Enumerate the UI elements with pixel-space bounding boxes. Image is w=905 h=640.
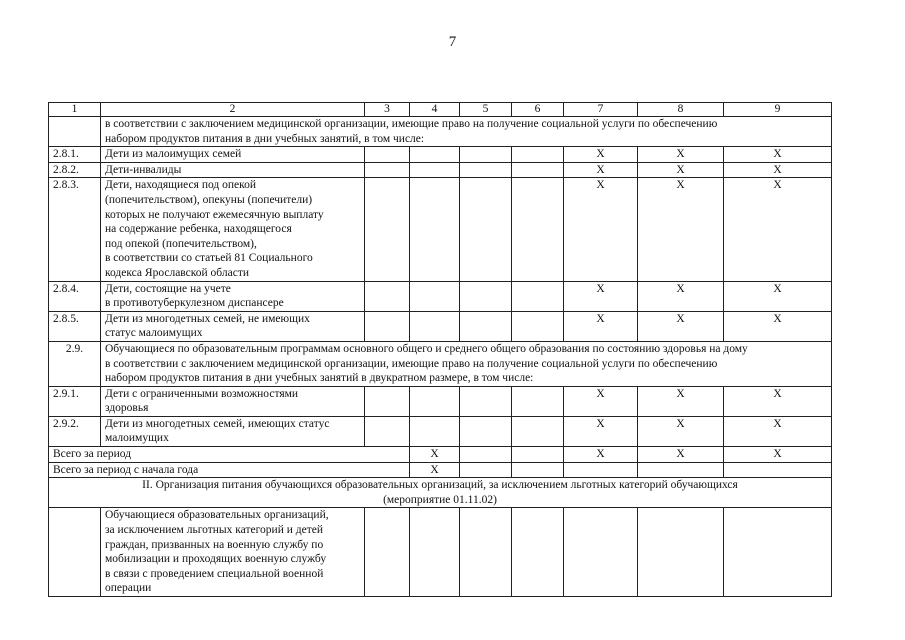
cell-col6 — [512, 462, 564, 478]
row-number-cell — [49, 508, 101, 597]
text-line: (попечительством), опекуны (попечители) — [105, 193, 313, 206]
text-line: Дети-инвалиды — [105, 163, 182, 176]
row-number: 2.8.1. — [49, 147, 101, 163]
cell-col5 — [460, 508, 512, 597]
cell-col6 — [512, 147, 564, 163]
header-cell-3: 3 — [365, 103, 410, 117]
cell-col4 — [410, 178, 460, 281]
text-line: статус малоимущих — [105, 327, 203, 340]
header-cell-1: 1 — [49, 103, 101, 117]
cell-col6 — [512, 447, 564, 463]
text-line: которых не получают ежемесячную выплату — [105, 208, 324, 221]
text-line: Дети с ограниченными возможностями — [105, 387, 299, 400]
table-row — [49, 341, 832, 386]
cell-col4 — [410, 386, 460, 416]
cell-col6 — [512, 386, 564, 416]
text-line: в соответствии со статьей 81 Социального — [105, 252, 313, 265]
table-row — [49, 178, 832, 281]
row-description — [101, 162, 365, 178]
total-period-row — [49, 447, 832, 463]
row-description — [101, 508, 365, 597]
cell-col4 — [410, 281, 460, 311]
cell-col5 — [460, 178, 512, 281]
section-title — [49, 478, 832, 508]
cell-col5 — [460, 162, 512, 178]
header-cell-9: 9 — [724, 103, 832, 117]
cell-col3 — [365, 311, 410, 341]
text-line: набором продуктов питания в дни учебных занятий в двукратном размере, в том числе: — [105, 372, 534, 385]
cell-col4 — [410, 416, 460, 446]
text-line: в противотуберкулезном диспансере — [105, 297, 284, 310]
cell-col7 — [564, 462, 638, 478]
row-number-cell — [49, 117, 101, 147]
total-period-label: Всего за период — [49, 447, 410, 463]
cell-col7: X — [564, 162, 638, 178]
header-cell-5: 5 — [460, 103, 512, 117]
cell-col8: X — [638, 447, 724, 463]
row-number: 2.8.3. — [49, 178, 101, 281]
cell-col8: X — [638, 162, 724, 178]
text-line: малоимущих — [105, 432, 169, 445]
row-description — [101, 341, 832, 386]
cell-col9: X — [724, 416, 832, 446]
total-year-row — [49, 462, 832, 478]
cell-col5 — [460, 147, 512, 163]
row-description — [101, 117, 832, 147]
text-line: под опекой (попечительством), — [105, 237, 257, 250]
cell-col8: X — [638, 311, 724, 341]
text-line: здоровья — [105, 402, 149, 415]
text-line: операции — [105, 582, 152, 595]
text-line: Дети, состоящие на учете — [105, 282, 231, 295]
header-cell-6: 6 — [512, 103, 564, 117]
text-line: в связи с проведением специальной военной — [105, 567, 324, 580]
header-cell-4: 4 — [410, 103, 460, 117]
cell-col3 — [365, 178, 410, 281]
cell-col3 — [365, 386, 410, 416]
cell-col5 — [460, 416, 512, 446]
cell-col6 — [512, 416, 564, 446]
cell-col6 — [512, 311, 564, 341]
cell-col3 — [365, 147, 410, 163]
cell-col7: X — [564, 147, 638, 163]
text-line: граждан, призванных на военную службу по — [105, 538, 324, 551]
section-title-line: (мероприятие 01.11.02) — [383, 493, 497, 506]
cell-col6 — [512, 281, 564, 311]
text-line: Дети из многодетных семей, не имеющих — [105, 312, 310, 325]
cell-col5 — [460, 447, 512, 463]
cell-col9: X — [724, 311, 832, 341]
cell-col9: X — [724, 147, 832, 163]
cell-col8: X — [638, 281, 724, 311]
cell-col4 — [410, 162, 460, 178]
cell-col7: X — [564, 281, 638, 311]
table-row — [49, 281, 832, 311]
table-row — [49, 311, 832, 341]
row-description — [101, 147, 365, 163]
cell-col8 — [638, 508, 724, 597]
cell-col9 — [724, 462, 832, 478]
cell-col3 — [365, 508, 410, 597]
text-line: набором продуктов питания в дни учебных занятий, в том числе: — [105, 132, 425, 145]
text-line: в соответствии с заключением медицинской организации, имеющие право на получение социальной услуги по обеспечению — [105, 118, 718, 130]
cell-col3 — [365, 281, 410, 311]
total-year-label: Всего за период с начала года — [49, 462, 410, 478]
text-line: мобилизации и проходящих военную службу — [105, 553, 327, 566]
cell-col3 — [365, 416, 410, 446]
report-table — [48, 102, 832, 597]
cell-col3 — [365, 162, 410, 178]
cell-col9 — [724, 508, 832, 597]
cell-col8 — [638, 462, 724, 478]
section-title-line: II. Организация питания обучающихся образовательных организаций, за исключением льготных категорий обучающихся — [142, 479, 738, 492]
cell-col9: X — [724, 162, 832, 178]
cell-col5 — [460, 386, 512, 416]
table-row — [49, 162, 832, 178]
text-line: на содержание ребенка, находящегося — [105, 223, 292, 236]
table-row — [49, 386, 832, 416]
table-row — [49, 147, 832, 163]
row-number: 2.8.5. — [49, 311, 101, 341]
cell-col7: X — [564, 311, 638, 341]
cell-col7: X — [564, 178, 638, 281]
text-line: кодекса Ярославской области — [105, 266, 249, 279]
cell-col4 — [410, 147, 460, 163]
cell-col7: X — [564, 416, 638, 446]
cell-col6 — [512, 178, 564, 281]
text-line: Обучающиеся образовательных организаций, — [105, 509, 329, 522]
cell-col5 — [460, 281, 512, 311]
row-number: 2.9.1. — [49, 386, 101, 416]
cell-col9: X — [724, 386, 832, 416]
text-line: Дети из многодетных семей, имеющих статус — [105, 417, 330, 430]
cell-col9: X — [724, 281, 832, 311]
section-heading-row — [49, 478, 832, 508]
text-line: Дети, находящиеся под опекой — [105, 179, 257, 192]
cell-col6 — [512, 508, 564, 597]
header-cell-7: 7 — [564, 103, 638, 117]
cell-col4 — [410, 311, 460, 341]
cell-col4 — [410, 508, 460, 597]
table-row — [49, 508, 832, 597]
cell-col8: X — [638, 416, 724, 446]
row-description — [101, 416, 365, 446]
table-row — [49, 416, 832, 446]
cell-col8: X — [638, 386, 724, 416]
row-description — [101, 386, 365, 416]
row-number: 2.8.2. — [49, 162, 101, 178]
cell-col8: X — [638, 147, 724, 163]
cell-col9: X — [724, 447, 832, 463]
cell-col7: X — [564, 386, 638, 416]
text-line: за исключением льготных категорий и детей — [105, 524, 323, 537]
row-number: 2.9. — [49, 341, 101, 386]
row-description — [101, 281, 365, 311]
cell-col5 — [460, 311, 512, 341]
row-number: 2.8.4. — [49, 281, 101, 311]
page-number: 7 — [448, 34, 457, 50]
row-number: 2.9.2. — [49, 416, 101, 446]
cell-col5 — [460, 462, 512, 478]
table-row — [49, 117, 832, 147]
text-line: в соответствии с заключением медицинской организации, имеющие право на получение социальной услуги по обеспечению — [105, 357, 718, 370]
cell-col7 — [564, 508, 638, 597]
cell-col4: X — [410, 447, 460, 463]
text-line: Обучающиеся по образовательным программам основного общего и среднего общего образования по состоянию здоровья на дому — [105, 342, 748, 355]
row-description — [101, 178, 365, 281]
cell-col9: X — [724, 178, 832, 281]
cell-col6 — [512, 162, 564, 178]
cell-col4: X — [410, 462, 460, 478]
row-description — [101, 311, 365, 341]
header-cell-8: 8 — [638, 103, 724, 117]
cell-col7: X — [564, 447, 638, 463]
header-cell-2: 2 — [101, 103, 365, 117]
text-line: Дети из малоимущих семей — [105, 148, 242, 161]
cell-col8: X — [638, 178, 724, 281]
header-row — [49, 103, 832, 117]
